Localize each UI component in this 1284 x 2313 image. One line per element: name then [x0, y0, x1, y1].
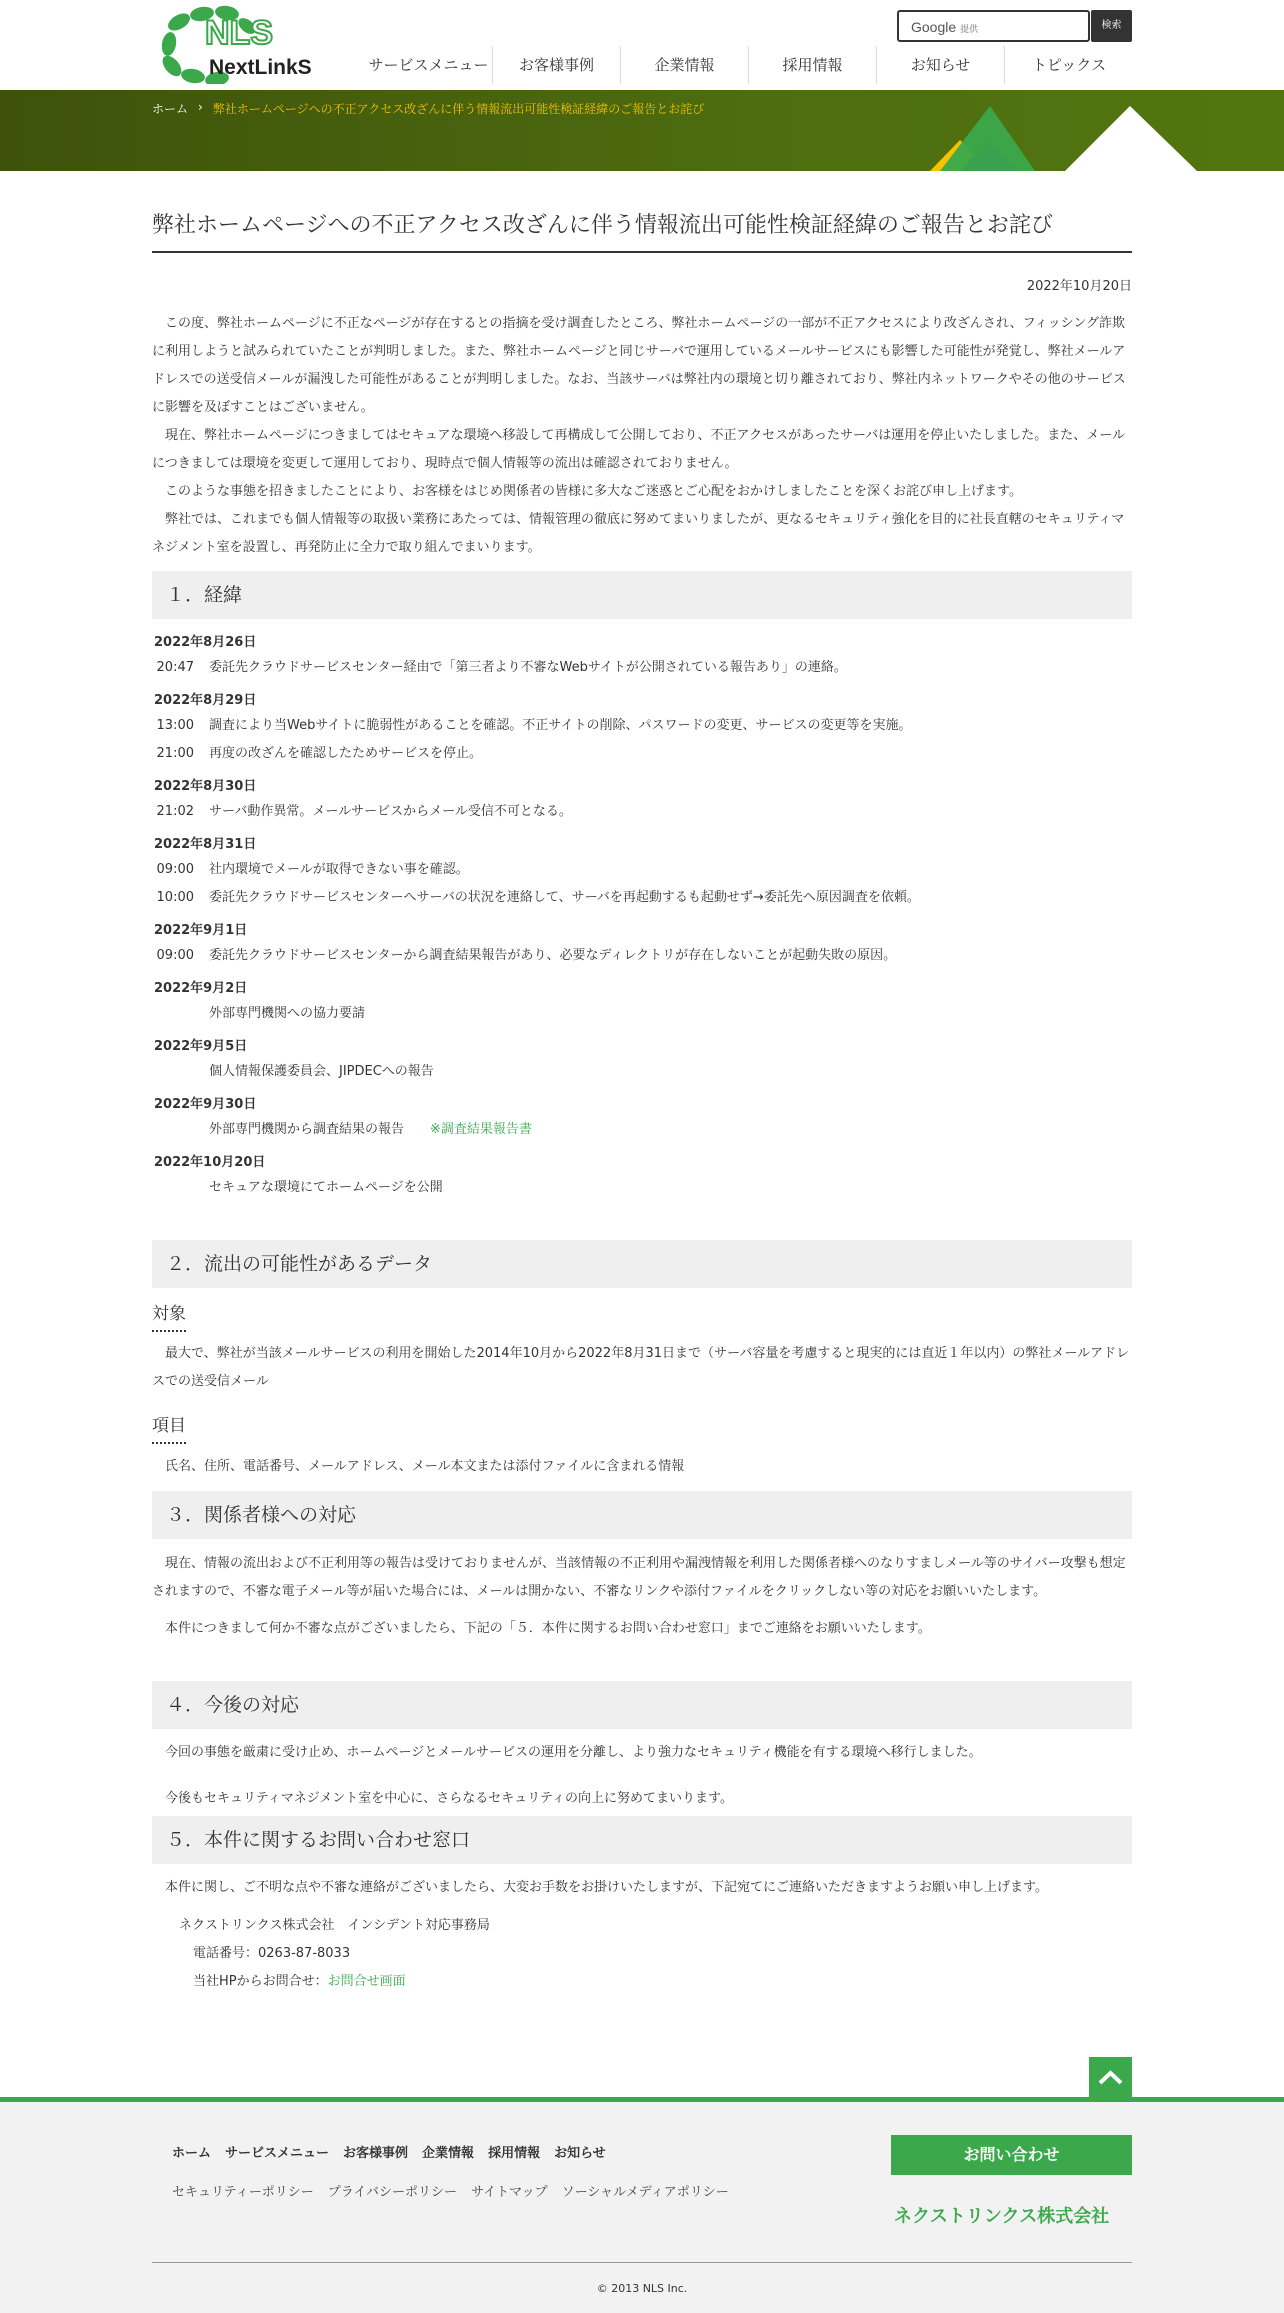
- contact-web: 当社HPからお問合せ：お問合せ画面: [193, 1974, 406, 1989]
- timeline-row: [152, 1058, 1132, 1086]
- footer-link-service[interactable]: サービスメニュー: [225, 2146, 330, 2161]
- section-heading-future: ４．今後の対応: [152, 1681, 1132, 1729]
- publish-date: 2022年10月20日: [1026, 279, 1132, 294]
- section-heading-data: ２．流出の可能性があるデータ: [152, 1240, 1132, 1288]
- footer-link-social[interactable]: ソーシャルメディアポリシー: [561, 2185, 729, 2200]
- intro-paragraph: この度、弊社ホームページに不正なページが存在するとの指摘を受け調査したところ、弊社ホームページの一部が不正アクセスにより改ざんされ、フィッシング詐欺に利用しようと試みられていたことが判明しました。また、弊社ホームページと同じサーバで運用しているメールサービスにも影響した可能性が発覚し、弊社メールアドレスでの送受信メールが漏洩した可能性があることが判明しました。なお、当該サーバは弊社内の環境と切り離されており、弊社内ネットワークやその他のサービスに影響を及ぼすことはございません。: [152, 316, 1126, 415]
- timeline-row: [152, 856, 1132, 884]
- page-banner: [0, 90, 1284, 171]
- timeline-row: [152, 712, 1132, 740]
- target-text: 最大で、弊社が当該メールサービスの利用を開始した2014年10月から2022年8月31日まで（サーバ容量を考慮すると現実的には直近１年以内）の弊社メールアドレスでの送受信メール: [152, 1346, 1130, 1389]
- contact-info: [179, 1912, 490, 1996]
- site-logo[interactable]: [157, 4, 327, 84]
- logo-mark: NLS: [205, 14, 273, 52]
- timeline-time: [152, 1058, 209, 1086]
- footer-link-sitemap[interactable]: サイトマップ: [471, 2185, 548, 2200]
- site-footer: [0, 2097, 1284, 2313]
- page-title: 弊社ホームページへの不正アクセス改ざんに伴う情報流出可能性検証経緯のご報告とお詫び: [152, 208, 1132, 253]
- contact-form-link[interactable]: お問合せ画面: [327, 1974, 406, 1989]
- footer-link-cases[interactable]: お客様事例: [343, 2146, 409, 2161]
- nav-news[interactable]: お知らせ: [877, 46, 1005, 84]
- timeline-row: [152, 1174, 1132, 1202]
- timeline-text: セキュアな環境にてホームページを公開: [209, 1180, 443, 1195]
- footer-link-news[interactable]: お知らせ: [554, 2146, 606, 2161]
- logo-text: NextLinkS: [209, 56, 312, 79]
- timeline-day: [152, 1036, 1132, 1086]
- timeline-row: [152, 654, 1132, 682]
- intro-text: [152, 310, 1132, 562]
- timeline-day: [152, 1152, 1132, 1202]
- nav-recruit[interactable]: 採用情報: [749, 46, 877, 84]
- page-top-button[interactable]: [1089, 2057, 1132, 2099]
- future-text: 今回の事態を厳粛に受け止め、ホームページとメールサービスの運用を分離し、より強力なセキュリティ機能を有する環境へ移行しました。 今後もセキュリティマネジメント室を中心に、さらなるセキュリティの向上に努めてまいります。: [165, 1745, 982, 1806]
- search-button[interactable]: 検索: [1091, 10, 1132, 42]
- breadcrumb-home[interactable]: ホーム: [152, 102, 189, 116]
- nav-company[interactable]: 企業情報: [621, 46, 749, 84]
- timeline-row: [152, 1000, 1132, 1028]
- timeline-date: 2022年8月26日: [154, 635, 257, 650]
- footer-link-recruit[interactable]: 採用情報: [488, 2146, 541, 2161]
- timeline-time: 21:02: [156, 804, 194, 819]
- section-heading-contact: ５．本件に関するお問い合わせ窓口: [152, 1816, 1132, 1864]
- timeline-day: [152, 632, 1132, 682]
- timeline-time: [152, 1174, 209, 1202]
- timeline-text: 委託先クラウドサービスセンターから調査結果報告があり、必要なディレクトリが存在しないことが起動失敗の原因。: [209, 948, 897, 963]
- timeline-day: [152, 690, 1132, 768]
- section-heading-history: １．経緯: [152, 571, 1132, 619]
- timeline-day: [152, 776, 1132, 826]
- timeline-day: [152, 834, 1132, 912]
- timeline-day: [152, 1094, 1132, 1144]
- contact-button[interactable]: お問い合わせ: [891, 2135, 1132, 2175]
- timeline-text: 個人情報保護委員会、JIPDECへの報告: [209, 1064, 434, 1079]
- subheading-target: 対象: [152, 1299, 186, 1332]
- timeline-date: 2022年8月30日: [154, 779, 257, 794]
- timeline-time: 13:00: [156, 718, 194, 733]
- timeline-day: [152, 978, 1132, 1028]
- subheading-items: 項目: [152, 1411, 186, 1444]
- timeline-time: 09:00: [156, 862, 194, 877]
- timeline-date: 2022年8月31日: [154, 837, 257, 852]
- timeline-text: サーバ動作異常。メールサービスからメール受信不可となる。: [209, 804, 572, 819]
- contact-tel: 電話番号：0263-87-8033: [193, 1946, 351, 1961]
- timeline-date: 2022年9月2日: [154, 981, 248, 996]
- footer-nav-policy: [172, 2181, 729, 2200]
- items-text: 氏名、住所、電話番号、メールアドレス、メール本文または添付ファイルに含まれる情報: [165, 1459, 685, 1474]
- nav-service-menu[interactable]: サービスメニュー: [365, 46, 493, 84]
- intro-paragraph: 弊社では、これまでも個人情報等の取扱い業務にあたっては、情報管理の徹底に努めてまいりましたが、更なるセキュリティ強化を目的に社長直轄のセキュリティマネジメント室を設置し、再発防止に全力で取り組んでまいります。: [152, 512, 1125, 555]
- footer-link-privacy[interactable]: プライバシーポリシー: [327, 2185, 458, 2200]
- breadcrumb-current: 弊社ホームページへの不正アクセス改ざんに伴う情報流出可能性検証経緯のご報告とお詫び: [212, 102, 705, 116]
- copyright: © 2013 NLS Inc.: [596, 2282, 688, 2295]
- nav-topics[interactable]: トピックス: [1031, 56, 1107, 74]
- timeline-date: 2022年8月29日: [154, 693, 257, 708]
- timeline-date: 2022年9月5日: [154, 1039, 248, 1054]
- intro-paragraph: 現在、弊社ホームページにつきましてはセキュアな環境へ移設して再構成して公開しており、不正アクセスがあったサーバは運用を停止いたしました。また、メールにつきましては環境を変更して運用しており、現時点で個人情報等の流出は確認されておりません。: [152, 428, 1126, 471]
- footer-company-name: ネクストリンクス株式会社: [894, 2206, 1110, 2227]
- footer-link-company[interactable]: 企業情報: [422, 2146, 475, 2161]
- timeline-text: 外部専門機関から調査結果の報告 ※調査結果報告書: [209, 1122, 532, 1137]
- breadcrumb: [152, 100, 704, 117]
- timeline-text: 外部専門機関への協力要請: [209, 1006, 366, 1021]
- timeline: [152, 632, 1132, 1210]
- timeline-time: 21:00: [156, 746, 194, 761]
- timeline-text: 調査により当Webサイトに脆弱性があることを確認。不正サイトの削除、パスワードの変更、サービスの変更等を実施。: [209, 718, 912, 733]
- search-brand: Google 提供: [911, 19, 979, 35]
- report-link[interactable]: ※調査結果報告書: [430, 1122, 532, 1137]
- timeline-time: 10:00: [156, 890, 194, 905]
- timeline-text: 再度の改ざんを確認したためサービスを停止。: [209, 746, 483, 761]
- timeline-text: 社内環境でメールが取得できない事を確認。: [209, 862, 469, 877]
- footer-nav-main: [172, 2142, 606, 2161]
- site-header: [0, 0, 1284, 90]
- contact-org: ネクストリンクス株式会社 インシデント対応事務局: [179, 1918, 490, 1933]
- intro-paragraph: このような事態を招きましたことにより、お客様をはじめ関係者の皆様に多大なご迷惑とご心配をおかけしましたことを深くお詫び申し上げます。: [165, 484, 1022, 499]
- timeline-text: 委託先クラウドサービスセンター経由で「第三者より不審なWebサイトが公開されている報告あり」の連絡。: [209, 660, 847, 675]
- search-input[interactable]: [897, 10, 1090, 42]
- response-text: 現在、情報の流出および不正利用等の報告は受けておりませんが、当該情報の不正利用や漏洩情報を利用した関係者様へのなりすましメール等のサイバー攻撃も想定されますので、不審な電子メール等が届いた場合には、メールは開かない、不審なリンクや添付ファイルをクリックしない等の対応をお願いいたします。 本件につきまして何か不審な点がございましたら、下記の「５．本件に関するお問い合わせ窓口」までご連絡をお願いいたします。: [152, 1556, 1126, 1636]
- timeline-time: [152, 1000, 209, 1028]
- breadcrumb-separator: ›: [198, 100, 203, 114]
- nav-case-studies[interactable]: お客様事例: [493, 46, 621, 84]
- chevron-up-icon: [1089, 2057, 1132, 2099]
- timeline-time: 20:47: [156, 660, 194, 675]
- contact-intro: 本件に関し、ご不明な点や不審な連絡がございましたら、大変お手数をお掛けいたしますが、下記宛てにご連絡いただきますようお願い申し上げます。: [165, 1880, 1048, 1895]
- timeline-row: [152, 798, 1132, 826]
- global-nav: [365, 46, 1133, 86]
- timeline-date: 2022年9月30日: [154, 1097, 257, 1112]
- timeline-day: [152, 920, 1132, 970]
- timeline-time: [152, 1116, 209, 1144]
- timeline-text: 委託先クラウドサービスセンターへサーバの状況を連絡して、サーバを再起動するも起動せず→委託先へ原因調査を依頼。: [209, 890, 920, 905]
- timeline-row: [152, 1116, 1132, 1144]
- timeline-date: 2022年10月20日: [154, 1155, 266, 1170]
- footer-divider: [152, 2262, 1132, 2263]
- timeline-row: [152, 942, 1132, 970]
- timeline-time: 09:00: [156, 948, 194, 963]
- footer-link-security[interactable]: セキュリティーポリシー: [172, 2185, 314, 2200]
- footer-link-home[interactable]: ホーム: [172, 2146, 212, 2161]
- section-heading-response: ３．関係者様への対応: [152, 1491, 1132, 1539]
- timeline-date: 2022年9月1日: [154, 923, 248, 938]
- timeline-row: [152, 884, 1132, 912]
- timeline-row: [152, 740, 1132, 768]
